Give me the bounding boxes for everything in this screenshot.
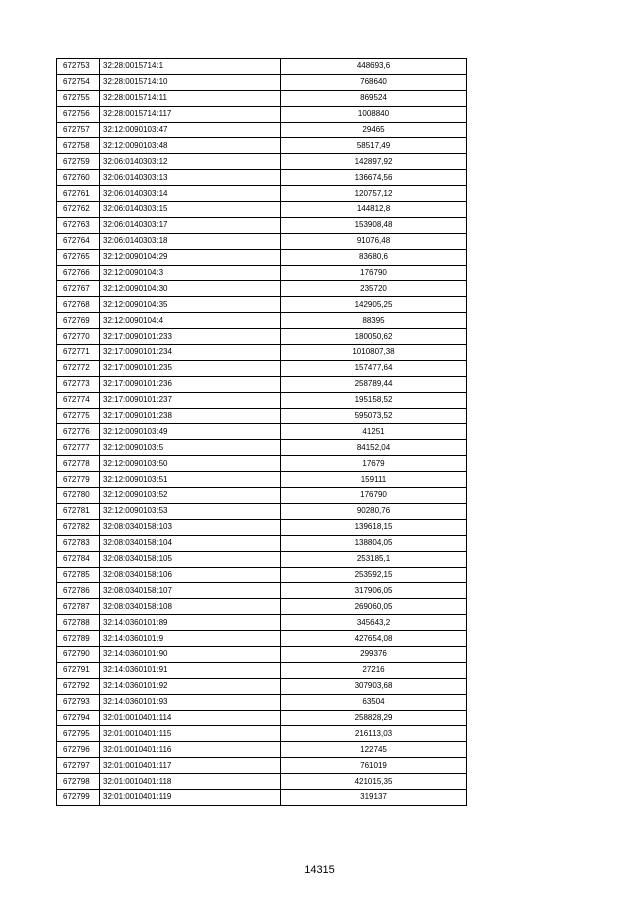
value-cell: 345643,2	[281, 615, 467, 631]
table-row	[57, 567, 467, 583]
table-row	[57, 265, 467, 281]
row-id-cell: 672789	[57, 631, 100, 647]
data-table	[56, 58, 467, 806]
cadastral-number-cell: 32:08:0340158:107	[100, 583, 281, 599]
row-id-cell: 672767	[57, 281, 100, 297]
value-cell: 216113,03	[281, 726, 467, 742]
cadastral-number-cell: 32:08:0340158:105	[100, 551, 281, 567]
value-cell: 144812,8	[281, 202, 467, 218]
value-cell: 58517,49	[281, 138, 467, 154]
row-id-cell: 672755	[57, 90, 100, 106]
cadastral-number-cell: 32:08:0340158:106	[100, 567, 281, 583]
cadastral-number-cell: 32:12:0090104:3	[100, 265, 281, 281]
row-id-cell: 672795	[57, 726, 100, 742]
value-cell: 307903,68	[281, 678, 467, 694]
table-row	[57, 202, 467, 218]
table-row	[57, 297, 467, 313]
row-id-cell: 672799	[57, 789, 100, 805]
value-cell: 176790	[281, 488, 467, 504]
cadastral-number-cell: 32:06:0140303:13	[100, 170, 281, 186]
table-row	[57, 154, 467, 170]
value-cell: 427654,08	[281, 631, 467, 647]
value-cell: 761019	[281, 758, 467, 774]
cadastral-number-cell: 32:08:0340158:104	[100, 535, 281, 551]
row-id-cell: 672764	[57, 233, 100, 249]
value-cell: 159111	[281, 472, 467, 488]
value-cell: 122745	[281, 742, 467, 758]
table-row	[57, 408, 467, 424]
row-id-cell: 672798	[57, 774, 100, 790]
value-cell: 83680,6	[281, 249, 467, 265]
row-id-cell: 672784	[57, 551, 100, 567]
row-id-cell: 672772	[57, 360, 100, 376]
table-row	[57, 440, 467, 456]
cadastral-number-cell: 32:14:0360101:91	[100, 662, 281, 678]
cadastral-number-cell: 32:12:0090103:5	[100, 440, 281, 456]
value-cell: 88395	[281, 313, 467, 329]
cadastral-number-cell: 32:17:0090101:238	[100, 408, 281, 424]
cadastral-number-cell: 32:17:0090101:236	[100, 376, 281, 392]
cadastral-number-cell: 32:12:0090103:52	[100, 488, 281, 504]
cadastral-number-cell: 32:14:0360101:90	[100, 646, 281, 662]
table-row	[57, 599, 467, 615]
cadastral-number-cell: 32:28:0015714:1	[100, 59, 281, 75]
row-id-cell: 672794	[57, 710, 100, 726]
value-cell: 258789,44	[281, 376, 467, 392]
value-cell: 317906,05	[281, 583, 467, 599]
cadastral-number-cell: 32:12:0090104:35	[100, 297, 281, 313]
row-id-cell: 672766	[57, 265, 100, 281]
cadastral-number-cell: 32:12:0090103:51	[100, 472, 281, 488]
table-row	[57, 122, 467, 138]
value-cell: 869524	[281, 90, 467, 106]
table-row	[57, 281, 467, 297]
cadastral-number-cell: 32:01:0010401:116	[100, 742, 281, 758]
table-row	[57, 186, 467, 202]
value-cell: 90280,76	[281, 503, 467, 519]
row-id-cell: 672785	[57, 567, 100, 583]
table-row	[57, 138, 467, 154]
table-row	[57, 583, 467, 599]
row-id-cell: 672754	[57, 74, 100, 90]
table-row	[57, 710, 467, 726]
cadastral-number-cell: 32:08:0340158:108	[100, 599, 281, 615]
value-cell: 136674,56	[281, 170, 467, 186]
table-row	[57, 345, 467, 361]
cadastral-number-cell: 32:12:0090103:50	[100, 456, 281, 472]
cadastral-number-cell: 32:06:0140303:18	[100, 233, 281, 249]
value-cell: 157477,64	[281, 360, 467, 376]
table-row	[57, 646, 467, 662]
row-id-cell: 672776	[57, 424, 100, 440]
table-row	[57, 535, 467, 551]
table-row	[57, 74, 467, 90]
value-cell: 29465	[281, 122, 467, 138]
value-cell: 421015,35	[281, 774, 467, 790]
table-row	[57, 329, 467, 345]
value-cell: 253592,15	[281, 567, 467, 583]
cadastral-number-cell: 32:01:0010401:119	[100, 789, 281, 805]
table-row	[57, 392, 467, 408]
value-cell: 180050,62	[281, 329, 467, 345]
value-cell: 91076,48	[281, 233, 467, 249]
value-cell: 176790	[281, 265, 467, 281]
row-id-cell: 672797	[57, 758, 100, 774]
value-cell: 319137	[281, 789, 467, 805]
table-row	[57, 170, 467, 186]
row-id-cell: 672769	[57, 313, 100, 329]
cadastral-number-cell: 32:12:0090104:4	[100, 313, 281, 329]
value-cell: 595073,52	[281, 408, 467, 424]
table-row	[57, 488, 467, 504]
table-row	[57, 456, 467, 472]
row-id-cell: 672793	[57, 694, 100, 710]
cadastral-number-cell: 32:08:0340158:103	[100, 519, 281, 535]
table-row	[57, 662, 467, 678]
row-id-cell: 672761	[57, 186, 100, 202]
table-row	[57, 678, 467, 694]
cadastral-number-cell: 32:06:0140303:15	[100, 202, 281, 218]
row-id-cell: 672760	[57, 170, 100, 186]
cadastral-number-cell: 32:12:0090104:29	[100, 249, 281, 265]
table-row	[57, 424, 467, 440]
row-id-cell: 672773	[57, 376, 100, 392]
table-row	[57, 742, 467, 758]
value-cell: 63504	[281, 694, 467, 710]
row-id-cell: 672779	[57, 472, 100, 488]
value-cell: 258828,29	[281, 710, 467, 726]
cadastral-number-cell: 32:01:0010401:117	[100, 758, 281, 774]
cadastral-number-cell: 32:14:0360101:89	[100, 615, 281, 631]
cadastral-number-cell: 32:06:0140303:17	[100, 217, 281, 233]
value-cell: 1010807,38	[281, 345, 467, 361]
row-id-cell: 672770	[57, 329, 100, 345]
row-id-cell: 672780	[57, 488, 100, 504]
cadastral-number-cell: 32:28:0015714:117	[100, 106, 281, 122]
table-row	[57, 90, 467, 106]
row-id-cell: 672786	[57, 583, 100, 599]
table-row	[57, 503, 467, 519]
cadastral-number-cell: 32:01:0010401:114	[100, 710, 281, 726]
row-id-cell: 672774	[57, 392, 100, 408]
value-cell: 120757,12	[281, 186, 467, 202]
row-id-cell: 672788	[57, 615, 100, 631]
row-id-cell: 672758	[57, 138, 100, 154]
value-cell: 138804,05	[281, 535, 467, 551]
row-id-cell: 672757	[57, 122, 100, 138]
row-id-cell: 672771	[57, 345, 100, 361]
cadastral-number-cell: 32:12:0090103:53	[100, 503, 281, 519]
value-cell: 253185,1	[281, 551, 467, 567]
table-row	[57, 106, 467, 122]
value-cell: 142905,25	[281, 297, 467, 313]
table-row	[57, 360, 467, 376]
row-id-cell: 672777	[57, 440, 100, 456]
cadastral-number-cell: 32:12:0090103:49	[100, 424, 281, 440]
cadastral-number-cell: 32:12:0090103:48	[100, 138, 281, 154]
row-id-cell: 672782	[57, 519, 100, 535]
value-cell: 84152,04	[281, 440, 467, 456]
page-number: 14315	[304, 864, 335, 876]
table-row	[57, 551, 467, 567]
table-row	[57, 313, 467, 329]
value-cell: 17679	[281, 456, 467, 472]
table-row	[57, 376, 467, 392]
row-id-cell: 672762	[57, 202, 100, 218]
row-id-cell: 672763	[57, 217, 100, 233]
value-cell: 448693,6	[281, 59, 467, 75]
cadastral-number-cell: 32:14:0360101:92	[100, 678, 281, 694]
cadastral-number-cell: 32:06:0140303:14	[100, 186, 281, 202]
table-row	[57, 774, 467, 790]
table-row	[57, 233, 467, 249]
table-row	[57, 726, 467, 742]
row-id-cell: 672792	[57, 678, 100, 694]
value-cell: 1008840	[281, 106, 467, 122]
row-id-cell: 672783	[57, 535, 100, 551]
cadastral-number-cell: 32:17:0090101:234	[100, 345, 281, 361]
value-cell: 139618,15	[281, 519, 467, 535]
row-id-cell: 672756	[57, 106, 100, 122]
row-id-cell: 672778	[57, 456, 100, 472]
row-id-cell: 672796	[57, 742, 100, 758]
row-id-cell: 672790	[57, 646, 100, 662]
table-row	[57, 217, 467, 233]
cadastral-number-cell: 32:14:0360101:93	[100, 694, 281, 710]
row-id-cell: 672791	[57, 662, 100, 678]
row-id-cell: 672781	[57, 503, 100, 519]
value-cell: 235720	[281, 281, 467, 297]
cadastral-number-cell: 32:06:0140303:12	[100, 154, 281, 170]
table-row	[57, 59, 467, 75]
row-id-cell: 672765	[57, 249, 100, 265]
cadastral-number-cell: 32:17:0090101:237	[100, 392, 281, 408]
cadastral-number-cell: 32:28:0015714:11	[100, 90, 281, 106]
value-cell: 27216	[281, 662, 467, 678]
cadastral-number-cell: 32:14:0360101:9	[100, 631, 281, 647]
row-id-cell: 672787	[57, 599, 100, 615]
table-row	[57, 758, 467, 774]
cadastral-number-cell: 32:01:0010401:115	[100, 726, 281, 742]
cadastral-number-cell: 32:17:0090101:233	[100, 329, 281, 345]
row-id-cell: 672753	[57, 59, 100, 75]
table-row	[57, 631, 467, 647]
table-row	[57, 519, 467, 535]
table-row	[57, 615, 467, 631]
value-cell: 195158,52	[281, 392, 467, 408]
value-cell: 142897,92	[281, 154, 467, 170]
cadastral-number-cell: 32:01:0010401:118	[100, 774, 281, 790]
table-row	[57, 694, 467, 710]
value-cell: 768640	[281, 74, 467, 90]
value-cell: 153908,48	[281, 217, 467, 233]
value-cell: 41251	[281, 424, 467, 440]
row-id-cell: 672768	[57, 297, 100, 313]
cadastral-number-cell: 32:28:0015714:10	[100, 74, 281, 90]
row-id-cell: 672775	[57, 408, 100, 424]
value-cell: 299376	[281, 646, 467, 662]
table-row	[57, 789, 467, 805]
table-row	[57, 472, 467, 488]
cadastral-number-cell: 32:12:0090103:47	[100, 122, 281, 138]
value-cell: 269060,05	[281, 599, 467, 615]
row-id-cell: 672759	[57, 154, 100, 170]
cadastral-number-cell: 32:17:0090101:235	[100, 360, 281, 376]
table-body	[57, 59, 467, 806]
cadastral-number-cell: 32:12:0090104:30	[100, 281, 281, 297]
table-row	[57, 249, 467, 265]
